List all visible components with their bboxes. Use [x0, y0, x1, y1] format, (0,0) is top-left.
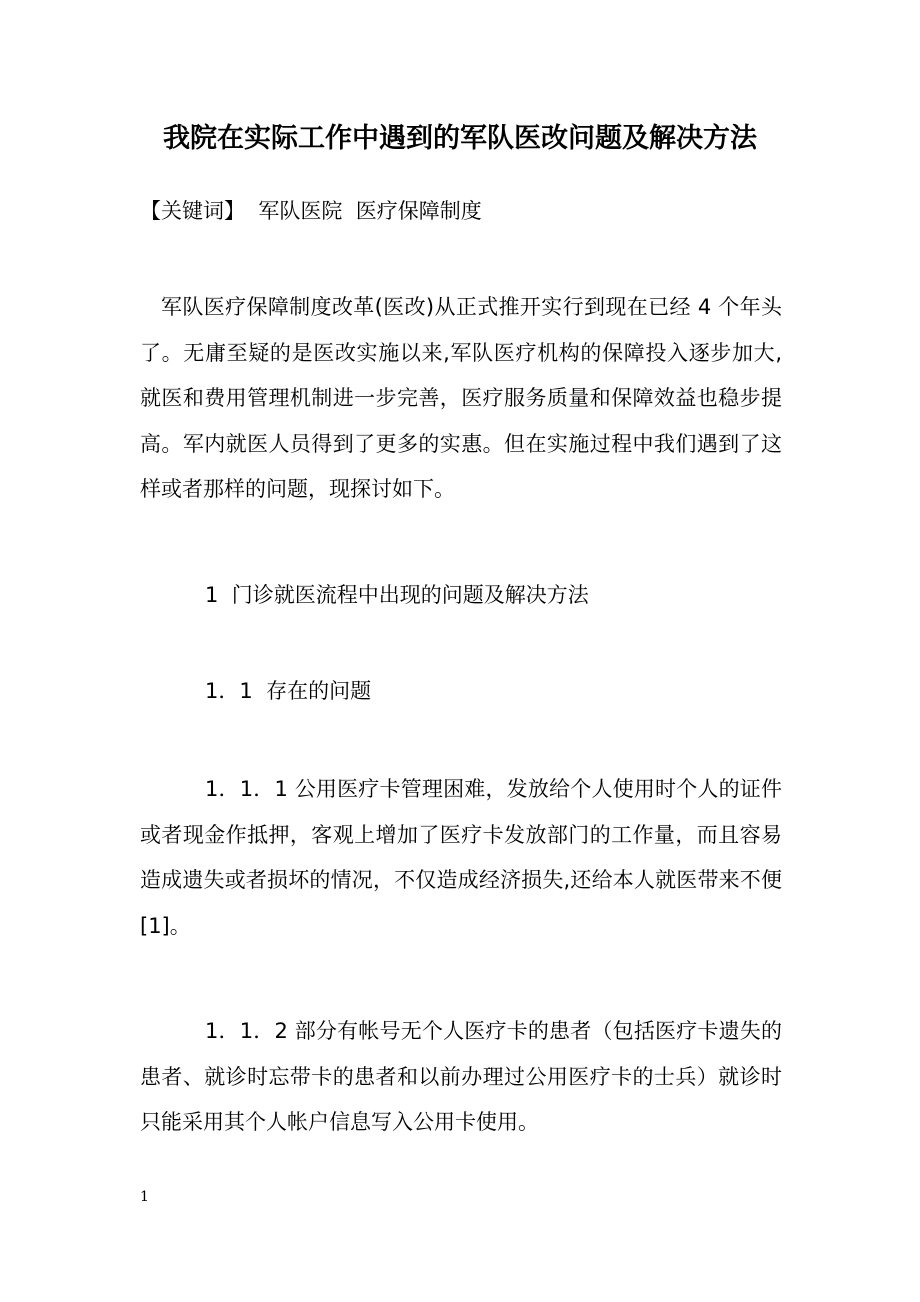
subsection-heading-1-1: 1．1 存在的问题 — [205, 679, 372, 703]
keywords-line: 【关键词】 军队医院 医疗保障制度 — [140, 199, 482, 223]
paragraph-1-1-1: 1．1．1 公用医疗卡管理困难，发放给个人使用时个人的证件或者现金作抵押，客观上增加了医疗卡发放部门的工作量，而且容易造成遗失或者损坏的情况，不仅造成经济损失,还给本人就医带来不便 [1]。 — [140, 777, 782, 938]
document-title: 我院在实际工作中遇到的军队医改问题及解决方法 — [163, 123, 757, 154]
page-number: 1 — [140, 1189, 149, 1205]
paragraph-1-1-2: 1．1．2 部分有帐号无个人医疗卡的患者（包括医疗卡遗失的患者、就诊时忘带卡的患者和以前办理过公用医疗卡的士兵）就诊时只能采用其个人帐户信息写入公用卡使用。 — [140, 1019, 782, 1134]
section-heading-1: 1 门诊就医流程中出现的问题及解决方法 — [205, 583, 589, 607]
intro-paragraph: 军队医疗保障制度改革(医改)从正式推开实行到现在已经 4 个年头了。无庸至疑的是医改实施以来,军队医疗机构的保障投入逐步加大,就医和费用管理机制进一步完善，医疗服务质量和保障效益也稳步提高。军内就医人员得到了更多的实惠。但在实施过程中我们遇到了这样或者那样的问题，现探讨如下。 — [140, 295, 782, 501]
